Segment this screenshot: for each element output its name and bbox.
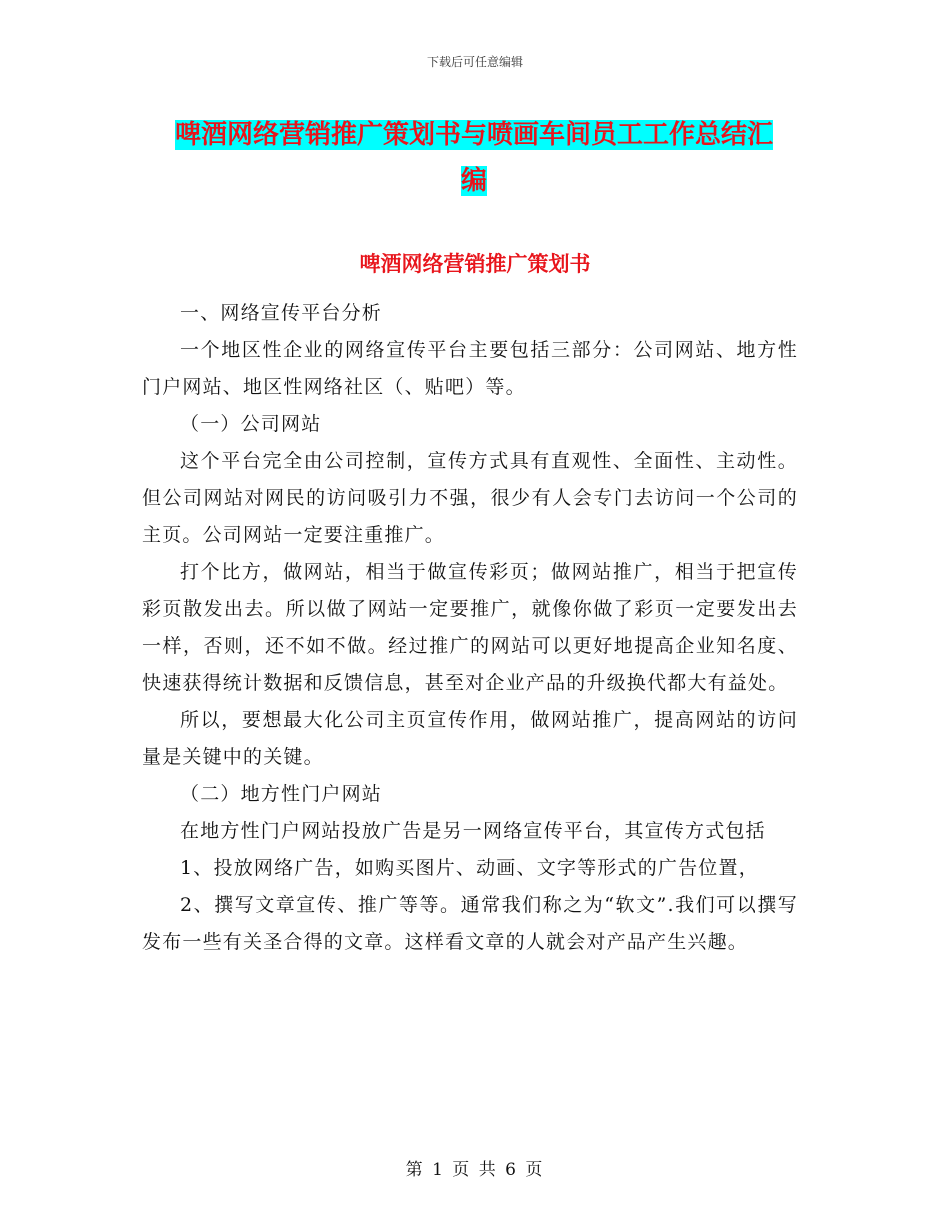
page-footer: 第 1 页 共 6 页 xyxy=(405,1160,545,1180)
title-line-1: 啤酒网络营销推广策划书与喷画车间员工工作总结汇 xyxy=(174,120,773,150)
paragraph: 在地方性门户网站投放广告是另一网络宣传平台，其宣传方式包括 xyxy=(180,820,766,842)
header-note: 下载后可任意编辑 xyxy=(426,55,523,69)
document-body xyxy=(142,295,798,961)
heading-local-portal: （二）地方性门户网站 xyxy=(180,783,383,805)
heading-platform-analysis: 一、网络宣传平台分析 xyxy=(180,302,383,324)
paragraph: 1、投放网络广告，如购买图片、动画、文字等形式的广告位置， xyxy=(180,857,759,879)
paragraph: 所以，要想最大化公司主页宣传作用，做网站推广，提高网站的访问量是关键中的关键。 xyxy=(142,709,798,768)
heading-company-website: （一）公司网站 xyxy=(180,413,322,435)
paragraph: 一个地区性企业的网络宣传平台主要包括三部分：公司网站、地方性门户网站、地区性网络社区（、贴吧）等。 xyxy=(142,339,798,398)
section-title: 啤酒网络营销推广策划书 xyxy=(359,251,591,276)
document-title xyxy=(140,112,808,204)
paragraph: 这个平台完全由公司控制，宣传方式具有直观性、全面性、主动性。但公司网站对网民的访问吸引力不强，很少有人会专门去访问一个公司的主页。公司网站一定要注重推广。 xyxy=(142,450,798,546)
paragraph: 2、撰写文章宣传、推广等等。通常我们称之为“软文”.我们可以撰写发布一些有关圣合得的文章。这样看文章的人就会对产品产生兴趣。 xyxy=(142,894,798,953)
paragraph: 打个比方，做网站，相当于做宣传彩页；做网站推广，相当于把宣传彩页散发出去。所以做了网站一定要推广，就像你做了彩页一定要发出去一样，否则，还不如不做。经过推广的网站可以更好地提高企业知名度、快速获得统计数据和反馈信息，甚至对企业产品的升级换代都大有益处。 xyxy=(142,561,798,694)
title-line-2: 编 xyxy=(460,166,487,196)
